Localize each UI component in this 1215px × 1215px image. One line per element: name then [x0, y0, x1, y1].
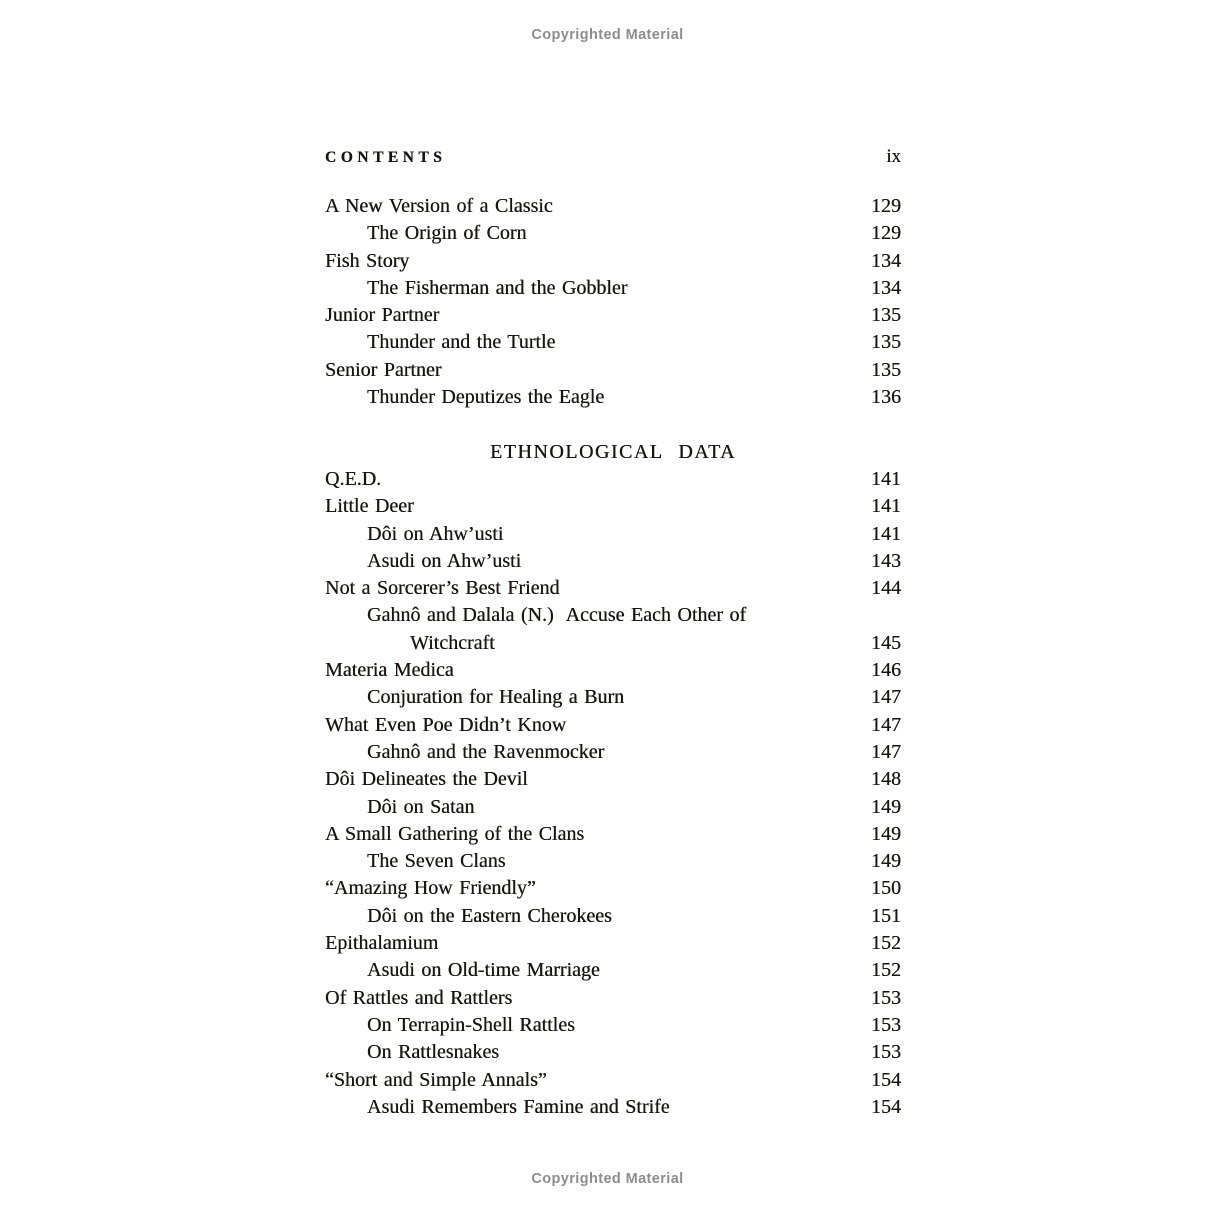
toc-entry — [325, 384, 901, 411]
toc-body — [325, 193, 901, 1121]
copyright-notice-top: Copyrighted Material — [531, 27, 684, 43]
toc-entry-title: Q.E.D. — [325, 467, 382, 490]
toc-entry-title: Asudi Remembers Famine and Strife — [367, 1095, 670, 1118]
toc-entry — [325, 794, 901, 821]
toc-entry-title: Conjuration for Healing a Burn — [367, 686, 625, 709]
toc-entry-title: Epithalamium — [325, 932, 439, 955]
toc-entry-title: Dôi on the Eastern Cherokees — [367, 904, 612, 927]
toc-entry — [325, 766, 901, 793]
toc-entry-page: 147 — [871, 686, 901, 709]
toc-entry — [325, 712, 901, 739]
toc-section-heading: ETHNOLOGICAL DATA — [489, 440, 736, 463]
copyright-notice-bottom: Copyrighted Material — [531, 1171, 684, 1187]
toc-entry — [325, 821, 901, 848]
toc-entry-page: 129 — [871, 195, 901, 217]
toc-entry-title: What Even Poe Didn’t Know — [325, 713, 567, 736]
toc-entry-title: Thunder Deputizes the Eagle — [367, 386, 605, 409]
toc-entry-page: 152 — [871, 932, 901, 955]
toc-entry-title: Senior Partner — [325, 358, 442, 381]
toc-entry-title: The Fisherman and the Gobbler — [367, 276, 628, 299]
toc-entry — [325, 903, 901, 930]
toc-entry — [325, 193, 901, 220]
toc-entry-page: 141 — [871, 495, 901, 518]
toc-entry-page: 146 — [871, 659, 901, 682]
toc-entry — [325, 930, 901, 957]
toc-entry-page: 141 — [871, 467, 901, 490]
toc-entry-page: 143 — [871, 549, 901, 572]
toc-entry-page: 149 — [871, 822, 901, 845]
toc-entry-title: Gahnô and Dalala (N.) Accuse Each Other of — [367, 604, 747, 627]
toc-entry-title: “Amazing How Friendly” — [325, 877, 536, 900]
toc-entry — [325, 329, 901, 356]
toc-entry — [325, 657, 901, 684]
toc-entry-page: 141 — [871, 522, 901, 545]
toc-entry-page: 149 — [871, 795, 901, 818]
toc-entry — [325, 521, 901, 548]
toc-entry-page: 153 — [871, 986, 901, 1009]
toc-entry-page: 148 — [871, 768, 901, 791]
toc-entry — [325, 1067, 901, 1094]
toc-entry-title: The Origin of Corn — [367, 222, 527, 245]
toc-entry-title: Dôi Delineates the Devil — [325, 768, 528, 791]
toc-entry — [325, 848, 901, 875]
toc-entry-page: 134 — [871, 276, 901, 299]
toc-entry-title: Asudi on Old-time Marriage — [367, 959, 600, 982]
toc-entry-title: The Seven Clans — [367, 850, 506, 873]
toc-entry-title: A New Version of a Classic — [325, 195, 553, 217]
toc-entry — [325, 275, 901, 302]
toc-entry-page: 147 — [871, 740, 901, 763]
toc-entry — [325, 630, 901, 657]
toc-entry — [325, 466, 901, 493]
page-header — [325, 146, 901, 173]
toc-entry — [325, 1094, 901, 1121]
toc-entry — [325, 602, 901, 629]
toc-entry-title: Of Rattles and Rattlers — [325, 986, 513, 1009]
toc-entry-page: 136 — [871, 386, 901, 409]
page-number-folio: ix — [886, 146, 901, 167]
toc-entry — [325, 575, 901, 602]
toc-entry-page: 151 — [871, 904, 901, 927]
toc-entry — [325, 1039, 901, 1066]
toc-entry-page: 154 — [871, 1095, 901, 1118]
toc-entry-title: Little Deer — [325, 495, 414, 518]
toc-entry-title: Asudi on Ahw’usti — [367, 549, 522, 572]
toc-entry-title: Dôi on Satan — [367, 795, 475, 818]
toc-entry-title: Not a Sorcerer’s Best Friend — [325, 577, 560, 600]
toc-entry — [325, 1012, 901, 1039]
toc-entry-page: 145 — [871, 631, 901, 654]
toc-entry-title: A Small Gathering of the Clans — [325, 822, 585, 845]
toc-entry-page: 147 — [871, 713, 901, 736]
toc-entry-title: Junior Partner — [325, 304, 440, 327]
toc-entry — [325, 493, 901, 520]
toc-entry — [325, 985, 901, 1012]
toc-entry — [325, 957, 901, 984]
toc-entry — [325, 220, 901, 247]
toc-entry-title: Dôi on Ahw’usti — [367, 522, 504, 545]
running-title: CONTENTS — [325, 149, 447, 166]
toc-entry — [325, 684, 901, 711]
toc-entry — [325, 357, 901, 384]
toc-entry-page: 144 — [871, 577, 901, 600]
toc-entry-title: Gahnô and the Ravenmocker — [367, 740, 605, 763]
toc-entry — [325, 248, 901, 275]
toc-entry-title: On Terrapin-Shell Rattles — [367, 1013, 575, 1036]
toc-entry-page: 135 — [871, 358, 901, 381]
toc-entry-page: 135 — [871, 304, 901, 327]
toc-entry-page: 153 — [871, 1013, 901, 1036]
toc-entry — [325, 548, 901, 575]
toc-entry-title: Materia Medica — [325, 659, 454, 682]
toc-entry-page: 135 — [871, 331, 901, 354]
toc-entry-title: Fish Story — [325, 249, 410, 272]
toc-entry-page: 129 — [871, 222, 901, 245]
toc-entry-title: Witchcraft — [410, 631, 495, 654]
toc-entry-title: Thunder and the Turtle — [367, 331, 556, 354]
toc-entry-title: On Rattlesnakes — [367, 1041, 500, 1064]
toc-entry-page: 154 — [871, 1068, 901, 1091]
toc-entry — [325, 739, 901, 766]
toc-entry-page: 149 — [871, 850, 901, 873]
toc-entry-page: 134 — [871, 249, 901, 272]
toc-entry-page: 150 — [871, 877, 901, 900]
toc-entry — [325, 302, 901, 329]
toc-entry-page: 153 — [871, 1041, 901, 1064]
toc-entry — [325, 875, 901, 902]
toc-entry-title: “Short and Simple Annals” — [325, 1068, 547, 1091]
table-of-contents — [325, 146, 901, 1121]
toc-entry-page: 152 — [871, 959, 901, 982]
